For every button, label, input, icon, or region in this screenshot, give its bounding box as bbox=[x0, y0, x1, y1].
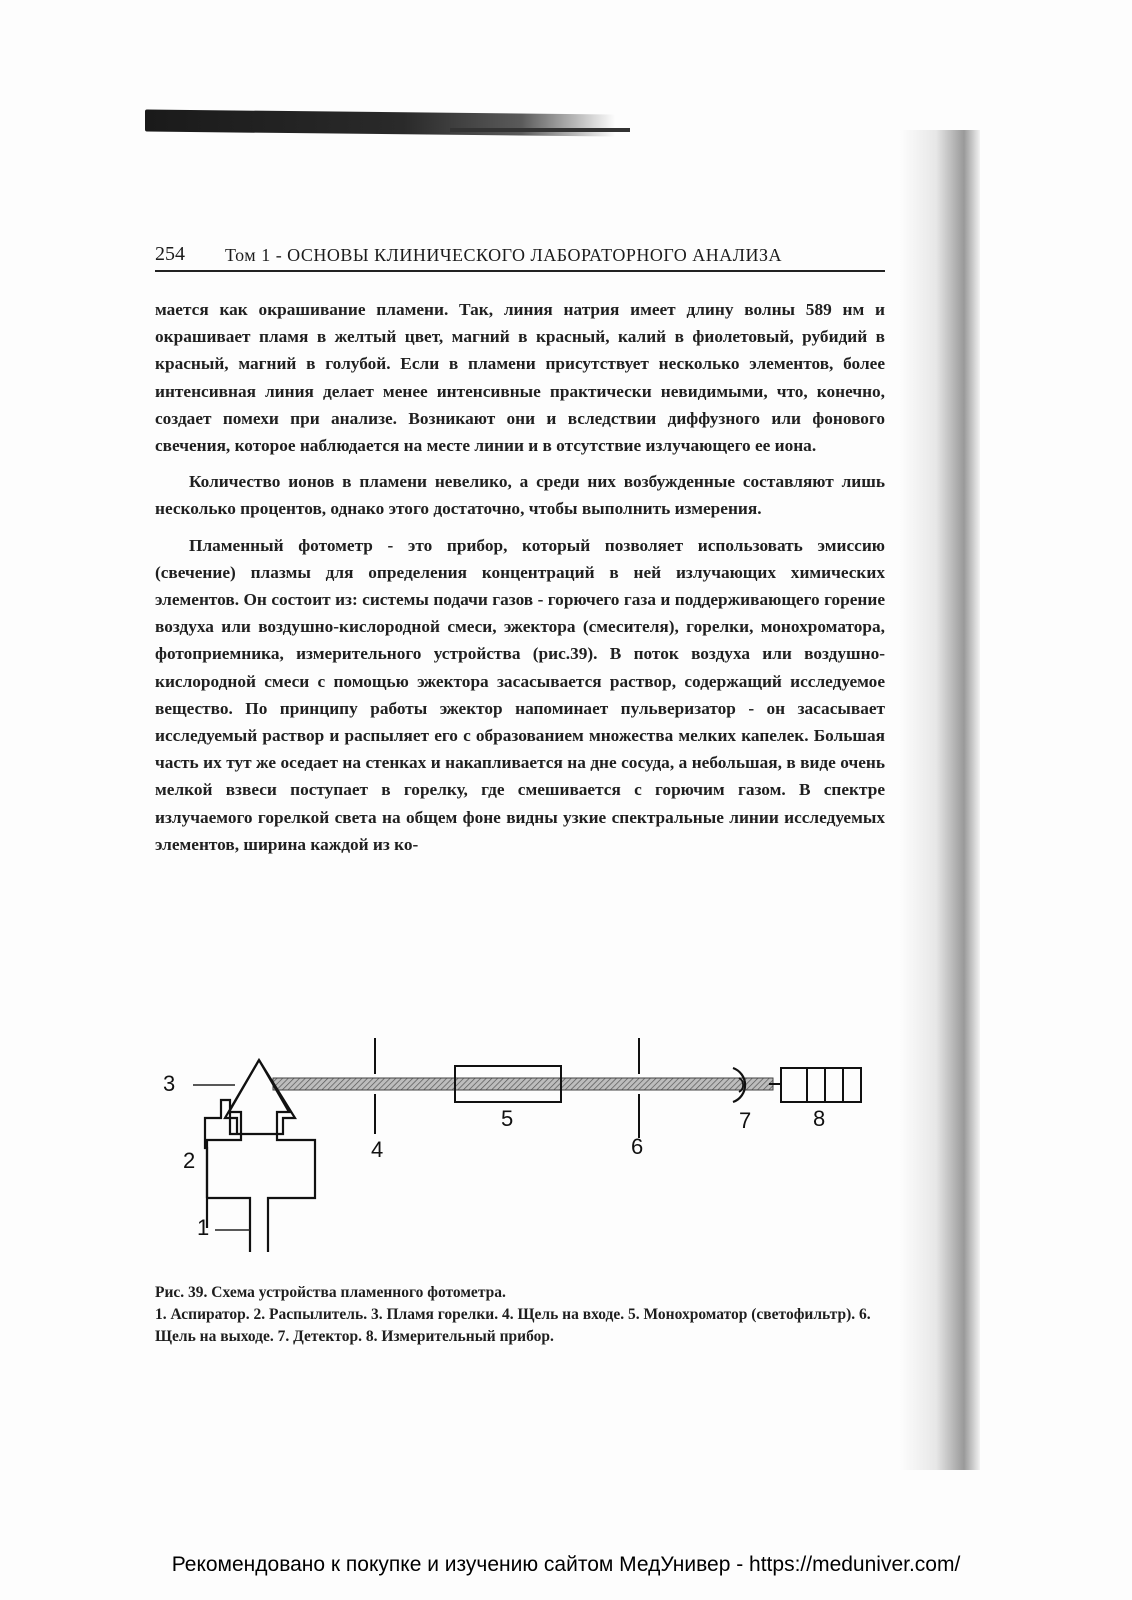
page-edge-shadow bbox=[900, 130, 980, 1470]
diagram-label-6: 6 bbox=[631, 1134, 644, 1159]
diagram-label-1: 1 bbox=[197, 1215, 210, 1240]
diagram-label-4: 4 bbox=[371, 1137, 384, 1162]
paragraph-3: Пламенный фотометр - это прибор, который позволяет использовать эмиссию (свечение) плазмы для определения концентраций в ней излучающих химических элементов. Он состоит из: системы подачи газов - горючего газа и поддерживающего горение воздуха или воздушно-кислородной смеси, эжектора (смесителя), горелки, монохроматора, фотоприемника, измерительного устройства (рис.39). В поток воздуха или воздушно-кислородной смеси с помощью эжектора засасывается раствор, содержащий исследуемое вещество. По принципу работы эжектор напоминает пульверизатор - он засасывает исследуемый раствор и распыляет его с образованием множества мелких капелек. Большая часть их тут же оседает на стенках и накапливается на дне сосуда, а небольшая, в виде очень мелкой взвеси поступает в горелку, где смешивается с горючим газом. В спектре излучаемого горелкой света на общем фоне видны узкие спектральные линии исследуемых элементов, ширина каждой из ко- bbox=[155, 535, 885, 854]
diagram-label-3: 3 bbox=[163, 1071, 176, 1096]
body-text bbox=[155, 296, 885, 858]
caption-legend: 1. Аспиратор. 2. Распылитель. 3. Пламя горелки. 4. Щель на входе. 5. Монохроматор (светофильтр). 6. Щель на выходе. 7. Детектор. 8. Измерительный прибор. bbox=[155, 1306, 871, 1345]
page-number: 254 bbox=[155, 243, 185, 265]
footer-recommendation: Рекомендовано к покупке и изучению сайтом МедУнивер - https://meduniver.com/ bbox=[171, 1553, 961, 1576]
running-title: Том 1 - ОСНОВЫ КЛИНИЧЕСКОГО ЛАБОРАТОРНОГО АНАЛИЗА bbox=[225, 245, 783, 265]
measuring-device-box bbox=[781, 1068, 861, 1102]
paragraph-2: Количество ионов в пламени невелико, а среди них возбужденные составляют лишь несколько процентов, однако этого достаточно, чтобы выполнить измерения. bbox=[155, 472, 885, 519]
paragraph-1: мается как окрашивание пламени. Так, линия натрия имеет длину волны 589 нм и окрашивает пламя в желтый цвет, магний в красный, калий в фиолетовый, рубидий в красный, магний в голубой. Если в пламени присутствует несколько элементов, более интенсивная линия делает менее интенсивные практически невидимыми, что, конечно, создает помехи при анализе. Возникают они и вследствии диффузного или фонового свечения, которое наблюдается на месте линии и в отсутствие излучающего ее иона. bbox=[155, 300, 885, 456]
scan-artifact-line bbox=[450, 128, 630, 132]
page-header bbox=[155, 236, 885, 272]
flame-photometer-diagram bbox=[155, 1030, 885, 1280]
diagram-svg bbox=[155, 1030, 885, 1280]
diagram-label-5: 5 bbox=[501, 1106, 514, 1131]
diagram-label-7: 7 bbox=[739, 1108, 752, 1133]
figure-caption bbox=[155, 1282, 885, 1348]
diagram-label-2: 2 bbox=[183, 1148, 196, 1173]
light-beam bbox=[273, 1078, 773, 1090]
diagram-label-8: 8 bbox=[813, 1106, 826, 1131]
caption-title: Рис. 39. Схема устройства пламенного фотометра. bbox=[155, 1284, 506, 1301]
